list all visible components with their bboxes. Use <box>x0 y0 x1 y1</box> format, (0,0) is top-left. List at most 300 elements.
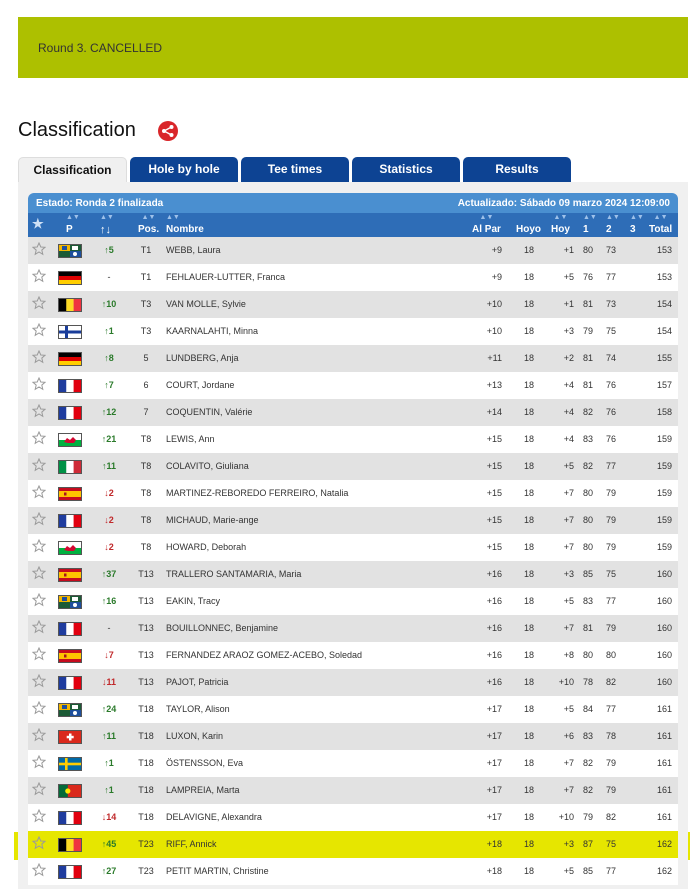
player-name[interactable]: WEBB, Laura <box>166 245 221 255</box>
flag-es-icon <box>58 487 82 501</box>
round1-cell: 78 <box>582 677 593 687</box>
favorite-star-icon[interactable] <box>32 620 46 634</box>
favorite-star-icon[interactable] <box>32 269 46 283</box>
al-par-cell: +17 <box>486 812 502 822</box>
hoy-cell: +5 <box>563 461 574 471</box>
hoy-cell: +5 <box>563 272 574 282</box>
favorite-star-icon[interactable] <box>32 296 46 310</box>
hoyo-cell: 18 <box>523 812 534 822</box>
position-movement: ↓7 <box>104 650 114 660</box>
position-cell: T3 <box>140 326 152 336</box>
arrow-up-icon: ↑ <box>101 434 107 444</box>
al-par-cell: +15 <box>486 542 502 552</box>
hoy-cell: +10 <box>558 677 574 687</box>
al-par-cell: +16 <box>486 677 502 687</box>
hoy-cell: +7 <box>563 785 574 795</box>
col-header-movement[interactable]: ▲▼ ↑↓ <box>100 214 114 236</box>
al-par-cell: +15 <box>486 461 502 471</box>
arrow-up-icon: ↑ <box>101 407 107 417</box>
total-cell: 162 <box>656 866 672 876</box>
hoyo-cell: 18 <box>523 839 534 849</box>
table-row[interactable] <box>28 426 678 453</box>
hoy-cell: +7 <box>563 623 574 633</box>
favorite-star-icon[interactable] <box>32 539 46 553</box>
favorite-star-icon[interactable] <box>32 674 46 688</box>
hoyo-cell: 18 <box>523 623 534 633</box>
hoyo-cell: 18 <box>523 704 534 714</box>
player-name[interactable]: MARTINEZ-REBOREDO FERREIRO, Natalia <box>166 488 349 498</box>
arrow-up-icon: ↑ <box>104 353 109 363</box>
al-par-cell: +17 <box>486 785 502 795</box>
player-name[interactable]: RIFF, Annick <box>166 839 217 849</box>
al-par-cell: +10 <box>486 326 502 336</box>
favorite-star-icon[interactable] <box>32 350 46 364</box>
hoy-cell: +4 <box>563 434 574 444</box>
player-name[interactable]: VAN MOLLE, Sylvie <box>166 299 246 309</box>
flag-es-icon <box>58 649 82 663</box>
round2-cell: 75 <box>605 839 616 849</box>
favorite-star-icon[interactable] <box>32 755 46 769</box>
favorite-star-icon[interactable] <box>32 377 46 391</box>
hoy-cell: +8 <box>563 650 574 660</box>
hoy-cell: +2 <box>563 353 574 363</box>
total-cell: 161 <box>656 731 672 741</box>
table-row[interactable] <box>28 750 678 777</box>
flag-pt-icon <box>58 784 82 798</box>
position-cell: T13 <box>138 569 154 579</box>
total-cell: 160 <box>656 623 672 633</box>
round1-cell: 85 <box>582 569 593 579</box>
favorite-star-icon[interactable] <box>32 809 46 823</box>
hoyo-cell: 18 <box>523 299 534 309</box>
position-movement: ↑16 <box>101 596 117 606</box>
flag-de-icon <box>58 271 82 285</box>
flag-fr-icon <box>58 622 82 636</box>
position-movement: ↓2 <box>104 542 114 552</box>
player-name[interactable]: LUNDBERG, Anja <box>166 353 239 363</box>
player-name[interactable]: COURT, Jordane <box>166 380 235 390</box>
hoyo-cell: 18 <box>523 677 534 687</box>
total-cell: 159 <box>656 461 672 471</box>
position-movement: ↑8 <box>104 353 114 363</box>
al-par-cell: +15 <box>486 515 502 525</box>
position-cell: 6 <box>143 380 149 390</box>
al-par-cell: +11 <box>487 353 502 363</box>
player-name[interactable]: LAMPREIA, Marta <box>166 785 240 795</box>
arrow-up-icon: ↑ <box>101 461 107 471</box>
favorites-star-icon: ★ <box>32 216 44 231</box>
table-row[interactable] <box>28 804 678 831</box>
updated-timestamp: Actualizado: Sábado 09 marzo 2024 12:09:00 <box>457 198 670 209</box>
col-header-pos[interactable]: ▲▼ Pos. <box>138 214 160 235</box>
hoyo-cell: 18 <box>523 380 534 390</box>
flag-it-icon <box>58 460 82 474</box>
position-movement: ↑21 <box>101 434 117 444</box>
al-par-cell: +9 <box>491 245 502 255</box>
flag-se-icon <box>58 757 82 771</box>
favorite-star-icon[interactable] <box>32 593 46 607</box>
round1-cell: 81 <box>582 380 593 390</box>
hoy-cell: +4 <box>563 380 574 390</box>
round-status: Estado: Ronda 2 finalizada <box>36 198 164 209</box>
player-name[interactable]: TAYLOR, Alison <box>166 704 230 714</box>
favorite-star-icon[interactable] <box>32 566 46 580</box>
total-cell: 159 <box>656 515 672 525</box>
arrow-down-icon: ↓ <box>101 812 107 822</box>
col-header-p[interactable]: ▲▼ P <box>66 214 80 235</box>
hoyo-cell: 18 <box>523 569 534 579</box>
position-cell: T8 <box>140 488 152 498</box>
total-cell: 157 <box>656 380 672 390</box>
al-par-cell: +16 <box>486 650 502 660</box>
position-cell: T13 <box>138 650 154 660</box>
total-cell: 159 <box>656 434 672 444</box>
position-cell: T18 <box>138 758 154 768</box>
position-movement: ↑37 <box>101 569 117 579</box>
hoy-cell: +3 <box>563 326 574 336</box>
col-header-name[interactable]: ▲▼ Nombre <box>166 214 204 235</box>
arrow-down-icon: ↓ <box>104 515 109 525</box>
flag-zaf-sa-icon <box>58 703 82 717</box>
flag-zaf-sa-icon <box>58 595 82 609</box>
round2-cell: 75 <box>605 569 616 579</box>
col-header-r2[interactable]: ▲▼ 2 <box>606 214 620 235</box>
table-row[interactable] <box>28 669 678 696</box>
favorite-star-icon[interactable] <box>32 323 46 337</box>
sort-arrows-icon: ▲▼ <box>630 214 644 221</box>
position-movement: ↓2 <box>104 488 114 498</box>
table-row[interactable] <box>28 561 678 588</box>
player-name[interactable]: BOUILLONNEC, Benjamine <box>166 623 279 633</box>
position-cell: 7 <box>143 407 149 417</box>
sort-arrows-icon: ▲▼ <box>583 214 597 221</box>
al-par-cell: +16 <box>486 623 502 633</box>
sort-arrows-icon: ▲▼ <box>479 214 494 221</box>
favorite-star-icon[interactable] <box>32 863 46 877</box>
hoyo-cell: 18 <box>523 461 534 471</box>
hoyo-cell: 18 <box>523 515 534 525</box>
player-name[interactable]: DELAVIGNE, Alexandra <box>166 812 262 822</box>
favorite-star-icon[interactable] <box>32 431 46 445</box>
round1-cell: 81 <box>582 623 593 633</box>
flag-fr-icon <box>58 676 82 690</box>
table-row[interactable] <box>28 237 678 264</box>
al-par-cell: +18 <box>486 866 502 876</box>
flag-be-icon <box>58 838 82 852</box>
flag-be-icon <box>58 298 82 312</box>
round2-cell: 79 <box>605 542 616 552</box>
sort-arrows-icon: ▲▼ <box>100 214 114 221</box>
hoyo-cell: 18 <box>523 407 534 417</box>
favorite-star-icon[interactable] <box>32 701 46 715</box>
flag-zaf-sa-icon <box>58 244 82 258</box>
total-cell: 161 <box>656 704 672 714</box>
round2-cell: 82 <box>605 677 616 687</box>
arrow-up-icon: ↑ <box>104 245 109 255</box>
round2-cell: 79 <box>605 488 616 498</box>
share-icon[interactable] <box>158 121 178 141</box>
favorite-star-icon[interactable] <box>32 404 46 418</box>
player-name[interactable]: LUXON, Karin <box>166 731 224 741</box>
round1-cell: 83 <box>582 434 593 444</box>
table-row[interactable] <box>28 264 678 291</box>
table-header <box>28 213 678 237</box>
round2-cell: 73 <box>605 245 616 255</box>
player-name[interactable]: ÖSTENSSON, Eva <box>166 758 244 768</box>
player-name[interactable]: FEHLAUER-LUTTER, Franca <box>166 272 286 282</box>
favorite-star-icon[interactable] <box>32 512 46 526</box>
arrow-up-icon: ↑ <box>101 596 107 606</box>
total-cell: 153 <box>656 272 672 282</box>
favorite-star-icon[interactable] <box>32 647 46 661</box>
hoyo-cell: 18 <box>523 731 534 741</box>
position-movement: - <box>107 272 111 282</box>
position-movement: ↑1 <box>104 326 114 336</box>
col-header-hoy[interactable]: ▲▼ Hoy <box>551 214 570 235</box>
position-movement: ↓11 <box>101 677 116 687</box>
hoyo-cell: 18 <box>523 272 534 282</box>
round1-cell: 83 <box>582 596 593 606</box>
position-cell: T18 <box>138 812 154 822</box>
arrow-down-icon: ↓ <box>104 542 109 552</box>
hoy-cell: +6 <box>563 731 574 741</box>
round1-cell: 87 <box>582 839 593 849</box>
status-banner <box>18 17 688 78</box>
al-par-cell: +18 <box>486 839 502 849</box>
position-cell: T13 <box>138 596 154 606</box>
table-row[interactable] <box>28 615 678 642</box>
round2-cell: 79 <box>605 623 616 633</box>
round1-cell: 82 <box>582 407 593 417</box>
position-cell: T1 <box>140 272 152 282</box>
position-movement: ↑11 <box>101 461 116 471</box>
hoy-cell: +7 <box>563 488 574 498</box>
hoy-cell: +1 <box>563 299 574 309</box>
table-row[interactable] <box>28 399 678 426</box>
position-cell: T23 <box>138 839 154 849</box>
sort-arrows-icon: ▲▼ <box>653 214 668 221</box>
al-par-cell: +14 <box>486 407 502 417</box>
player-name[interactable]: COQUENTIN, Valérie <box>166 407 253 417</box>
tab-statistics[interactable]: Statistics <box>352 157 460 182</box>
table-row[interactable] <box>28 642 678 669</box>
total-cell: 161 <box>656 785 672 795</box>
position-movement: ↑11 <box>101 731 116 741</box>
total-cell: 155 <box>656 353 672 363</box>
col-header-r1[interactable]: ▲▼ 1 <box>583 214 597 235</box>
hoyo-cell: 18 <box>523 434 534 444</box>
total-cell: 154 <box>656 299 672 309</box>
table-row[interactable] <box>28 534 678 561</box>
col-header-al-par[interactable]: ▲▼ Al Par <box>472 214 501 235</box>
total-cell: 159 <box>656 488 672 498</box>
arrow-up-icon: ↑ <box>101 569 107 579</box>
arrow-up-icon: ↑ <box>101 866 107 876</box>
favorite-star-icon[interactable] <box>32 485 46 499</box>
al-par-cell: +17 <box>486 758 502 768</box>
round1-cell: 80 <box>582 542 593 552</box>
player-name[interactable]: EAKIN, Tracy <box>166 596 221 606</box>
position-cell: T13 <box>138 623 154 633</box>
player-name[interactable]: COLAVITO, Giuliana <box>166 461 249 471</box>
status-bar <box>28 193 678 213</box>
round1-cell: 80 <box>582 650 593 660</box>
table-row[interactable] <box>28 318 678 345</box>
hoyo-cell: 18 <box>523 758 534 768</box>
hoy-cell: +3 <box>563 569 574 579</box>
arrow-down-icon: ↓ <box>101 677 107 687</box>
position-movement: ↑12 <box>101 407 117 417</box>
total-cell: 162 <box>656 839 672 849</box>
al-par-cell: +16 <box>486 596 502 606</box>
total-cell: 158 <box>656 407 672 417</box>
hoy-cell: +7 <box>563 542 574 552</box>
position-movement: ↑5 <box>104 245 114 255</box>
player-name[interactable]: LEWIS, Ann <box>166 434 215 444</box>
table-row[interactable] <box>28 372 678 399</box>
arrow-up-icon: ↑ <box>104 758 109 768</box>
player-name[interactable]: FERNANDEZ ARAOZ GOMEZ-ACEBO, Soledad <box>166 650 363 660</box>
arrow-down-icon: ↓ <box>104 650 109 660</box>
total-cell: 161 <box>656 812 672 822</box>
total-cell: 160 <box>656 677 672 687</box>
arrow-up-icon: ↑ <box>101 839 107 849</box>
hoy-cell: +5 <box>563 596 574 606</box>
hoyo-cell: 18 <box>523 488 534 498</box>
sort-arrows-icon: ▲▼ <box>141 214 156 221</box>
tab-tee-times[interactable]: Tee times <box>241 157 349 182</box>
round1-cell: 84 <box>582 704 593 714</box>
total-cell: 159 <box>656 542 672 552</box>
position-movement: ↑10 <box>101 299 117 309</box>
round1-cell: 80 <box>582 515 593 525</box>
position-cell: T8 <box>140 542 152 552</box>
position-cell: T18 <box>138 704 154 714</box>
arrow-up-icon: ↑ <box>101 731 107 741</box>
favorite-star-icon[interactable] <box>32 458 46 472</box>
player-name[interactable]: MICHAUD, Marie-ange <box>166 515 259 525</box>
position-cell: T13 <box>138 677 154 687</box>
flag-fr-icon <box>58 406 82 420</box>
position-cell: T8 <box>140 515 152 525</box>
total-cell: 160 <box>656 650 672 660</box>
position-cell: T8 <box>140 434 152 444</box>
round2-cell: 77 <box>605 272 616 282</box>
position-movement: ↓2 <box>104 515 114 525</box>
favorite-star-icon[interactable] <box>32 728 46 742</box>
hoyo-cell: 18 <box>523 353 534 363</box>
flag-wales-icon <box>58 433 82 447</box>
al-par-cell: +16 <box>486 569 502 579</box>
table-row[interactable] <box>28 291 678 318</box>
table-row[interactable] <box>28 507 678 534</box>
hoyo-cell: 18 <box>523 596 534 606</box>
round1-cell: 82 <box>582 461 593 471</box>
total-cell: 160 <box>656 596 672 606</box>
table-row[interactable] <box>28 777 678 804</box>
flag-fr-icon <box>58 514 82 528</box>
al-par-cell: +15 <box>486 488 502 498</box>
position-cell: 5 <box>143 353 149 363</box>
player-name[interactable]: PETIT MARTIN, Christine <box>166 866 269 876</box>
position-movement: - <box>107 623 111 633</box>
arrow-down-icon: ↓ <box>104 488 109 498</box>
favorite-star-icon[interactable] <box>32 242 46 256</box>
table-row[interactable] <box>28 831 678 858</box>
table-row[interactable] <box>28 480 678 507</box>
table-row[interactable] <box>28 588 678 615</box>
sort-arrows-icon: ▲▼ <box>66 214 80 221</box>
flag-de-icon <box>58 352 82 366</box>
banner-text: Round 3. CANCELLED <box>38 41 163 55</box>
player-name[interactable]: TRALLERO SANTAMARIA, Maria <box>166 569 302 579</box>
position-movement: ↑1 <box>104 758 114 768</box>
flag-fr-icon <box>58 379 82 393</box>
round1-cell: 79 <box>582 812 593 822</box>
round2-cell: 79 <box>605 515 616 525</box>
position-cell: T8 <box>140 461 152 471</box>
al-par-cell: +10 <box>486 299 502 309</box>
position-movement: ↑24 <box>101 704 117 714</box>
table-row[interactable] <box>28 858 678 885</box>
player-name[interactable]: KAARNALAHTI, Minna <box>166 326 259 336</box>
total-cell: 153 <box>656 245 672 255</box>
hoyo-cell: 18 <box>523 785 534 795</box>
hoyo-cell: 18 <box>523 650 534 660</box>
round1-cell: 81 <box>582 353 593 363</box>
col-header-r3[interactable]: ▲▼ 3 <box>630 214 644 235</box>
table-row[interactable] <box>28 696 678 723</box>
hoy-cell: +5 <box>563 704 574 714</box>
flag-fi-icon <box>58 325 82 339</box>
hoy-cell: +1 <box>563 245 574 255</box>
position-movement: ↑45 <box>101 839 117 849</box>
table-row[interactable] <box>28 345 678 372</box>
player-name[interactable]: HOWARD, Deborah <box>166 542 247 552</box>
sort-arrows-icon: ▲▼ <box>606 214 620 221</box>
tab-hole-by-hole[interactable]: Hole by hole <box>130 157 238 182</box>
round2-cell: 77 <box>605 461 616 471</box>
position-cell: T18 <box>138 731 154 741</box>
round2-cell: 77 <box>605 596 616 606</box>
arrow-up-icon: ↑ <box>104 380 109 390</box>
hoyo-cell: 18 <box>523 245 534 255</box>
flag-fr-icon <box>58 865 82 879</box>
favorite-star-icon[interactable] <box>32 836 46 850</box>
col-header-hoyo[interactable]: Hoyo <box>516 224 541 235</box>
player-name[interactable]: PAJOT, Patricia <box>166 677 229 687</box>
hoy-cell: +10 <box>558 812 574 822</box>
favorite-star-icon[interactable] <box>32 782 46 796</box>
round1-cell: 82 <box>582 785 593 795</box>
al-par-cell: +17 <box>486 704 502 714</box>
hoy-cell: +7 <box>563 515 574 525</box>
table-row[interactable] <box>28 453 678 480</box>
table-row[interactable] <box>28 723 678 750</box>
round1-cell: 79 <box>582 326 593 336</box>
tab-classification[interactable]: Classification <box>18 157 127 183</box>
round2-cell: 77 <box>605 704 616 714</box>
round1-cell: 82 <box>582 758 593 768</box>
hoyo-cell: 18 <box>523 326 534 336</box>
col-header-total[interactable]: ▲▼ Total <box>649 214 673 235</box>
sort-arrows-icon: ▲▼ <box>553 214 568 221</box>
position-cell: T23 <box>138 866 154 876</box>
round2-cell: 79 <box>605 785 616 795</box>
flag-wales-icon <box>58 541 82 555</box>
tab-results[interactable]: Results <box>463 157 571 182</box>
round2-cell: 76 <box>605 434 616 444</box>
